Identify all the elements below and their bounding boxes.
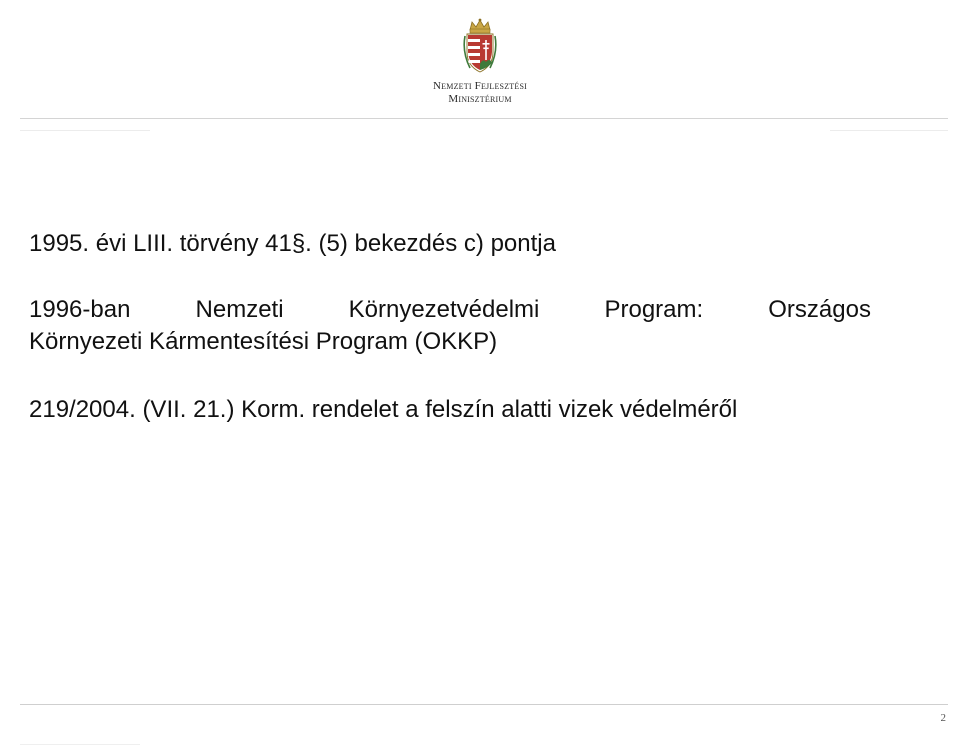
program-paragraph-line2: Környezeti Kármentesítési Program (OKKP) xyxy=(29,328,498,355)
ministry-name-line1: Nemzeti Fejlesztési xyxy=(433,80,527,92)
program-word: Nemzeti xyxy=(195,296,284,323)
header-divider-faint-left xyxy=(20,130,150,131)
page-number: 2 xyxy=(940,712,946,724)
decree-reference: 219/2004. (VII. 21.) Korm. rendelet a felszín alatti vizek védelméről xyxy=(29,396,738,423)
slide-header xyxy=(0,0,960,130)
footer-divider-faint xyxy=(20,744,140,745)
law-reference: 1995. évi LIII. törvény 41§. (5) bekezdés c) pontja xyxy=(29,230,556,257)
program-paragraph-line1 xyxy=(29,294,871,326)
hungarian-coat-of-arms-icon xyxy=(462,18,498,74)
ministry-logo xyxy=(418,18,542,110)
ministry-name-line2: Minisztérium xyxy=(448,93,512,105)
program-word: Program: xyxy=(604,296,704,323)
program-word: 1996-ban xyxy=(29,296,131,323)
ministry-name xyxy=(418,80,542,106)
header-divider-faint-right xyxy=(830,130,948,131)
program-word: Országos xyxy=(768,296,871,323)
program-word: Környezetvédelmi xyxy=(348,296,540,323)
footer-divider xyxy=(20,704,948,705)
header-divider xyxy=(20,118,948,119)
program-paragraph xyxy=(29,294,871,358)
